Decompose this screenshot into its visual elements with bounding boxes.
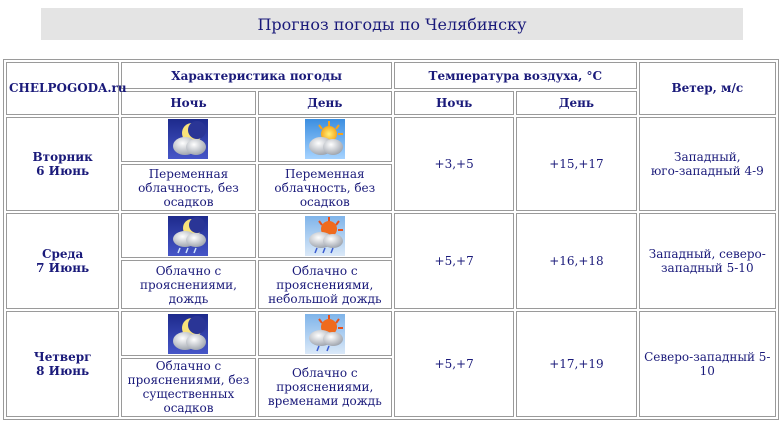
moon-cloud-rain-icon bbox=[168, 216, 208, 256]
sun-cloud-icon bbox=[305, 119, 345, 159]
date: 8 Июнь bbox=[36, 364, 90, 379]
night-description: Облачно с прояснениями, дождь bbox=[121, 260, 255, 309]
weather-night-header: Ночь bbox=[121, 91, 255, 114]
page-title: Прогноз погоды по Челябинску bbox=[41, 8, 743, 40]
night-description: Переменная облачность, без осадков bbox=[121, 164, 255, 212]
wind-line-1: Западный, северо- bbox=[648, 247, 766, 262]
temperature-header: Температура воздуха, °C bbox=[394, 62, 637, 89]
table-row bbox=[6, 213, 776, 258]
wind bbox=[639, 117, 776, 212]
table-row bbox=[6, 117, 776, 162]
day-label bbox=[6, 117, 119, 212]
forecast-table bbox=[3, 59, 779, 420]
temp-night: +5,+7 bbox=[394, 311, 514, 417]
day-description: Облачно с прояснениями, небольшой дождь bbox=[258, 260, 392, 309]
day-icon-cell bbox=[258, 117, 392, 162]
site-name: CHELPOGODA.ru bbox=[6, 62, 119, 115]
weekday: Четверг bbox=[33, 350, 92, 365]
day-label bbox=[6, 311, 119, 417]
temp-night: +3,+5 bbox=[394, 117, 514, 212]
table-row bbox=[6, 311, 776, 356]
temp-day: +17,+19 bbox=[516, 311, 636, 417]
night-icon-cell bbox=[121, 117, 255, 162]
temp-day: +16,+18 bbox=[516, 213, 636, 309]
temp-day: +15,+17 bbox=[516, 117, 636, 212]
temp-night-header: Ночь bbox=[394, 91, 514, 114]
wind-line-2: юго-западный 4-9 bbox=[650, 164, 764, 179]
weather-day-header: День bbox=[258, 91, 392, 114]
night-icon-cell bbox=[121, 213, 255, 258]
night-icon-cell bbox=[121, 311, 255, 356]
moon-cloud-icon bbox=[168, 119, 208, 159]
night-description: Облачно с прояснениями, без существенных осадков bbox=[121, 358, 255, 417]
moon-cloud-icon bbox=[168, 314, 208, 354]
wind bbox=[639, 311, 776, 417]
temp-night: +5,+7 bbox=[394, 213, 514, 309]
sun-cloud-rain-icon bbox=[305, 314, 345, 354]
day-icon-cell bbox=[258, 311, 392, 356]
weekday: Среда bbox=[41, 247, 84, 262]
day-description: Переменная облачность, без осадков bbox=[258, 164, 392, 212]
weather-characteristic-header: Характеристика погоды bbox=[121, 62, 392, 89]
date: 7 Июнь bbox=[36, 261, 90, 276]
wind-line-2: западный 5-10 bbox=[661, 261, 754, 276]
sun-cloud-rain-icon bbox=[305, 216, 345, 256]
day-icon-cell bbox=[258, 213, 392, 258]
day-label bbox=[6, 213, 119, 309]
date: 6 Июнь bbox=[36, 164, 90, 179]
wind bbox=[639, 213, 776, 309]
wind-header: Ветер, м/с bbox=[639, 62, 776, 115]
temp-day-header: День bbox=[516, 91, 636, 114]
weekday: Вторник bbox=[32, 150, 93, 165]
day-description: Облачно с прояснениями, временами дождь bbox=[258, 358, 392, 417]
wind-line-1: Западный, bbox=[674, 150, 741, 165]
wind-line-1: Северо-западный 5-10 bbox=[644, 350, 771, 379]
